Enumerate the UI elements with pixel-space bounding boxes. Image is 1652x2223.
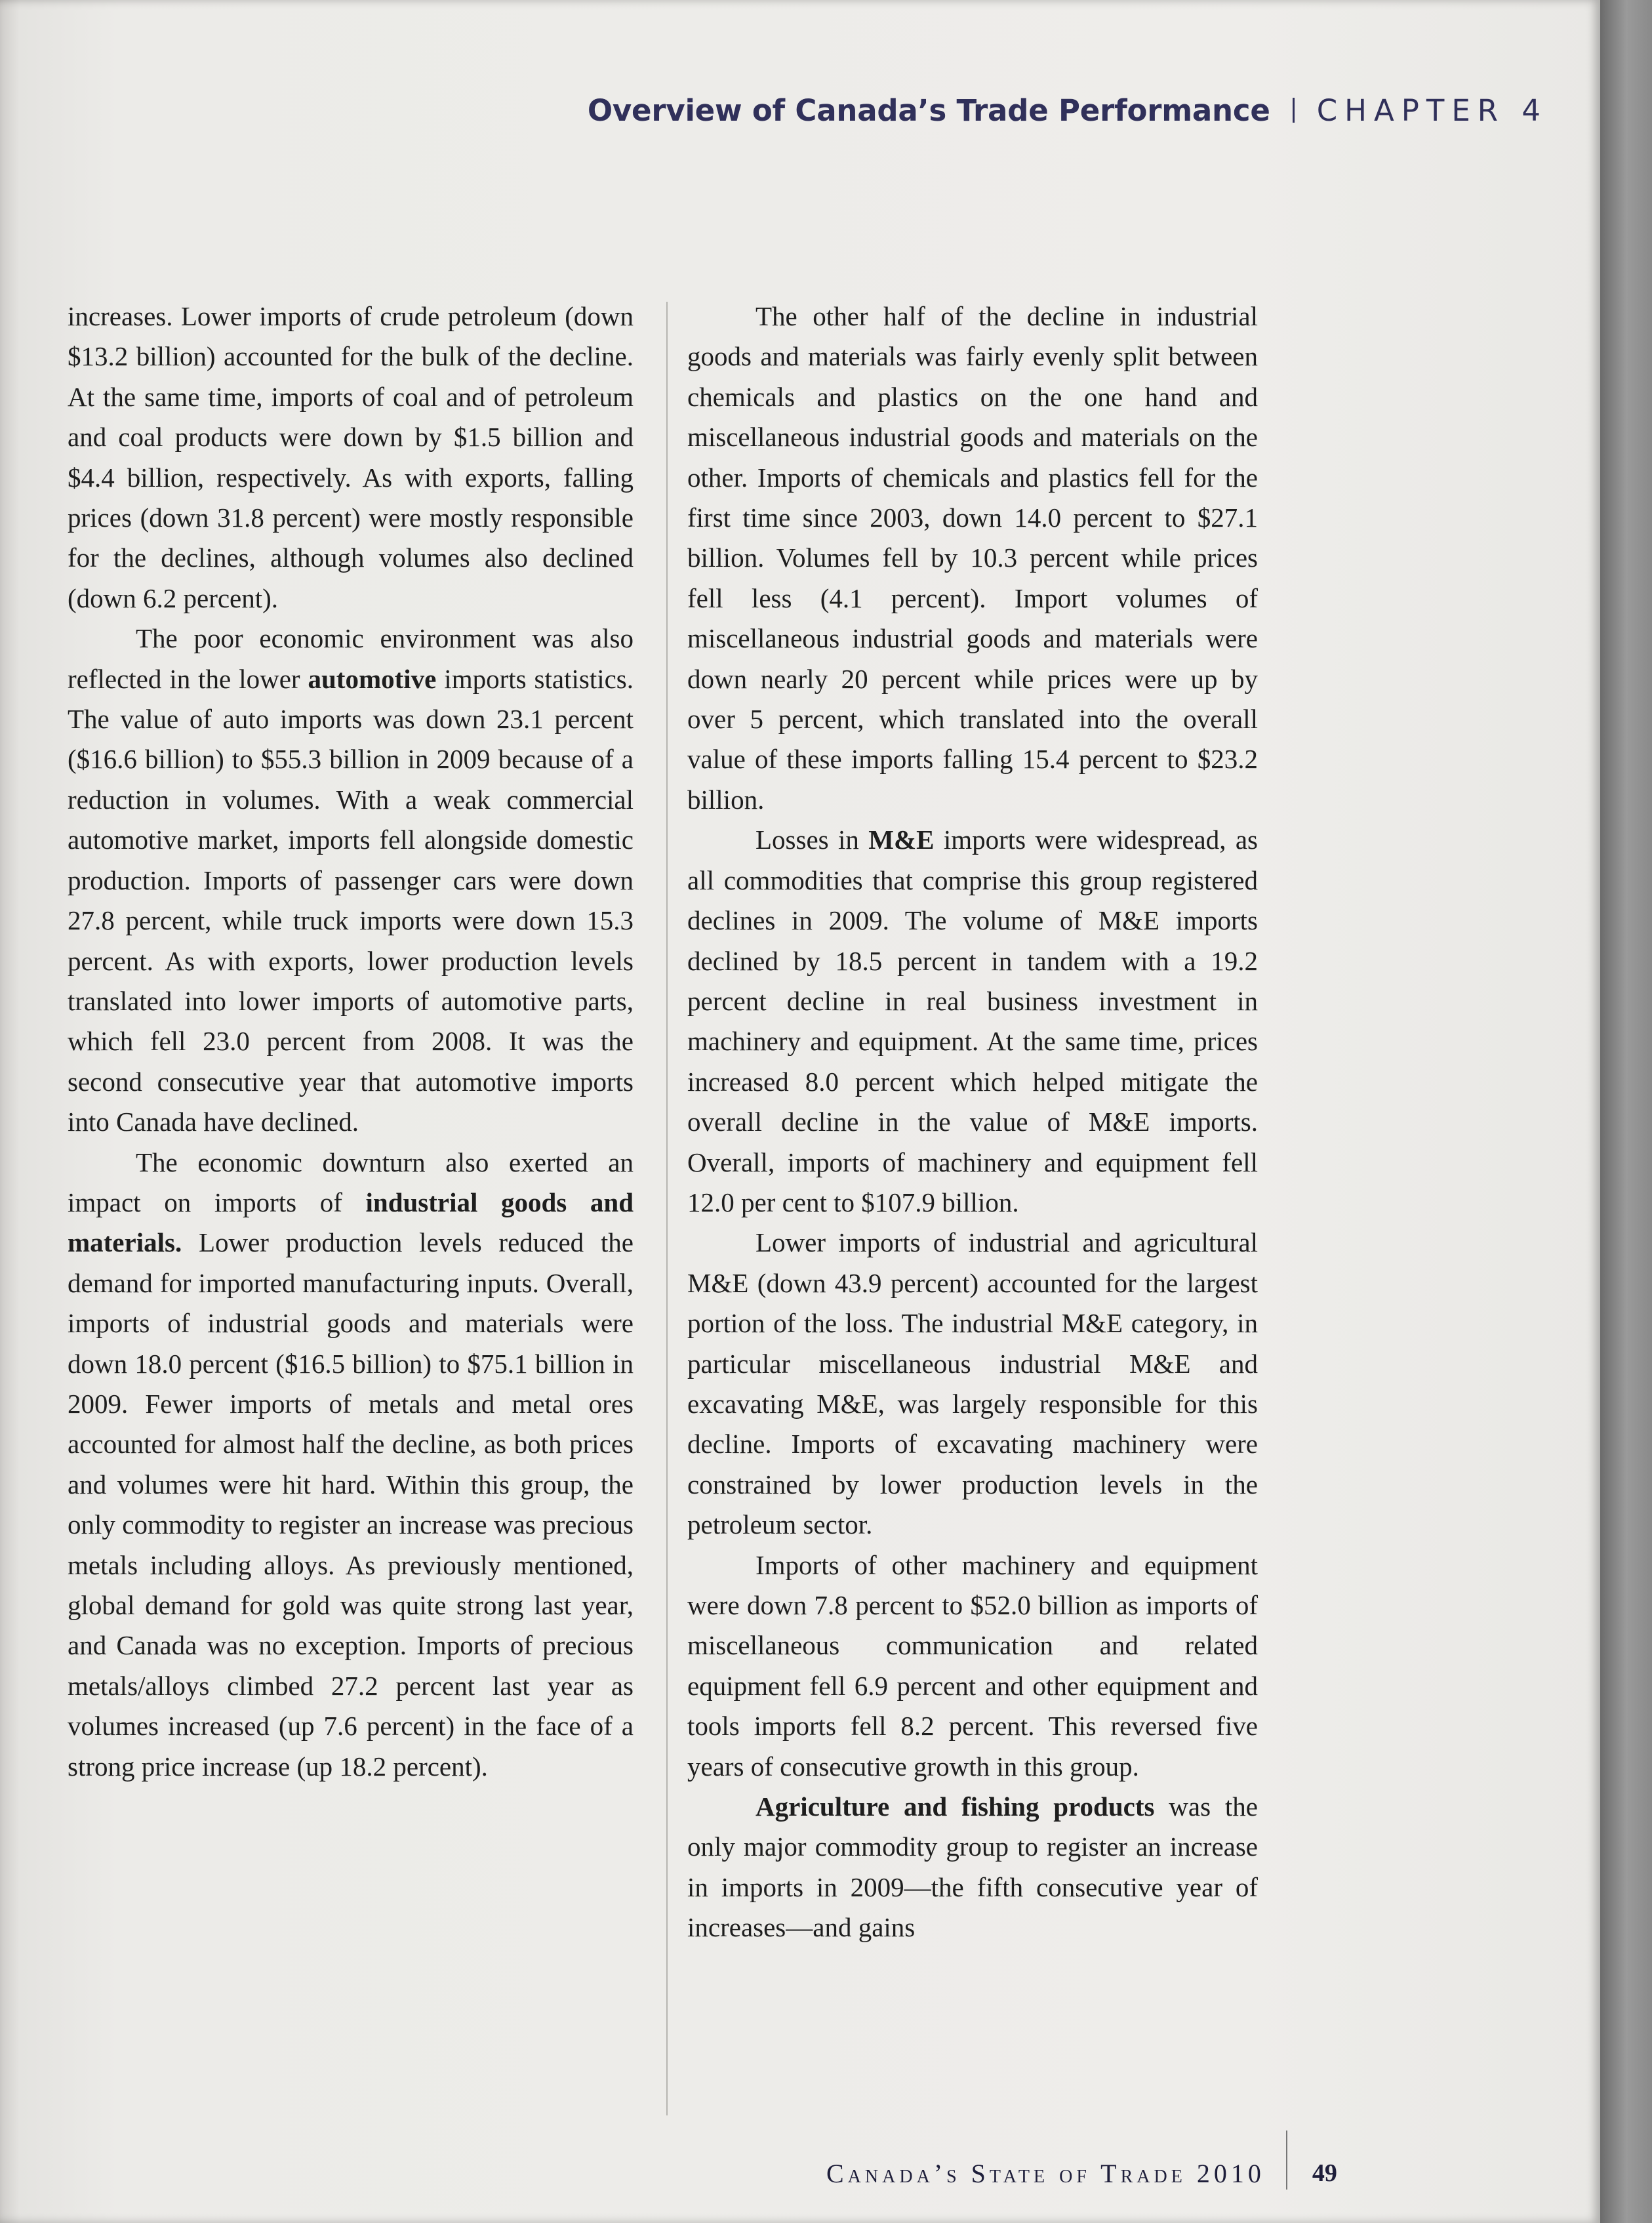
running-header bbox=[588, 84, 1548, 136]
right-paragraph-3: Lower imports of industrial and agricultural M&E (down 43.9 percent) accounted for the largest portion of the loss. The industrial M&E category, in particular miscellaneous industrial M&E and excavating M&E, was largely responsible for this decline. Imports of excavating machinery were constrained by lower production levels in the petroleum sector. bbox=[687, 1227, 1258, 1540]
right-paragraph-2-start: Losses in bbox=[755, 825, 869, 855]
left-paragraph-3-bold: industrial goods and materials. bbox=[68, 1187, 634, 1258]
left-paragraph-3-end: Lower production levels reduced the demand for imported manufacturing inputs. Overall, imports of industrial goods and materials were down 18.0 percent ($16.5 billion) to $75.1 billion in 2009. Fewer imports of metals and metal ores accounted for almost half the decline, as both prices and volumes were hit hard. Within this group, the only commodity to register an increase was precious metals including alloys. As previously mentioned, global demand for gold was quite strong last year, and Canada was no exception. Imports of precious metals/alloys climbed 27.2 percent last year as volumes increased (up 7.6 percent) in the face of a strong price increase (up 18.2 percent). bbox=[68, 1227, 634, 1782]
header-divider bbox=[1293, 98, 1295, 123]
right-paragraph-5 bbox=[687, 1787, 1258, 1948]
left-paragraph-2-bold: automotive bbox=[308, 663, 437, 694]
right-column bbox=[687, 296, 1258, 1948]
page-edge-shadow bbox=[1600, 0, 1652, 2223]
left-paragraph-1: increases. Lower imports of crude petroleum (down $13.2 billion) accounted for the bulk of the decline. At the same time, imports of coal and of petroleum and coal products were down by $1.5 billion and $4.4 billion, respectively. As with exports, falling prices (down 31.8 percent) were mostly responsible for the declines, although volumes also declined (down 6.2 percent). bbox=[68, 301, 634, 613]
left-column bbox=[68, 296, 634, 1787]
left-paragraph-2-start: The poor economic environment was also reflected in the lower bbox=[68, 623, 634, 694]
right-paragraph-2 bbox=[687, 820, 1258, 1223]
publication-title: Canada’s State of Trade 2010 bbox=[826, 2158, 1265, 2188]
chapter-label: CHAPTER 4 bbox=[1316, 92, 1548, 128]
footer-divider bbox=[1286, 2131, 1287, 2190]
left-paragraph-2-end: imports statistics. The value of auto imports was down 23.1 percent ($16.6 billion) to $55.3 billion in 2009 because of a reduction in volumes. With a weak commercial automotive market, imports fell alongside domestic production. Imports of passenger cars were down 27.8 percent, while truck imports were down 15.3 percent. As with exports, lower production levels translated into lower imports of automotive parts, which fell 23.0 percent from 2008. It was the second consecutive year that automotive imports into Canada have declined. bbox=[68, 663, 634, 1137]
page-number: 49 bbox=[1312, 2159, 1337, 2187]
left-paragraph-2 bbox=[68, 619, 634, 1142]
page-footer bbox=[826, 2153, 1351, 2193]
right-paragraph-5-bold: Agriculture and fishing products bbox=[755, 1791, 1155, 1822]
right-paragraph-2-end: imports were widespread, as all commodities that comprise this group registered declines in 2009. The volume of M&E imports declined by 18.5 percent in tandem with a 19.2 percent decline in real business investment in machinery and equipment. At the same time, prices increased 8.0 percent which helped mitigate the overall decline in the value of M&E imports. Overall, imports of machinery and equipment fell 12.0 per cent to $107.9 billion. bbox=[687, 825, 1258, 1217]
left-paragraph-3 bbox=[68, 1143, 634, 1787]
right-paragraph-2-bold: M&E bbox=[868, 825, 935, 855]
column-divider bbox=[666, 302, 668, 2115]
running-header-title: Overview of Canada’s Trade Performance bbox=[587, 92, 1270, 128]
left-paragraph-3-start: The economic downturn also exerted an impact on imports of bbox=[68, 1147, 634, 1217]
right-paragraph-1: The other half of the decline in industrial goods and materials was fairly evenly split between chemicals and plastics on the one hand and miscellaneous industrial goods and materials on the other. Imports of chemicals and plastics fell for the first time since 2003, down 14.0 percent to $27.1 billion. Volumes fell by 10.3 percent while prices fell less (4.1 percent). Import volumes of miscellaneous industrial goods and materials were down nearly 20 percent while prices were up by over 5 percent, which translated into the overall value of these imports falling 15.4 percent to $23.2 billion. bbox=[687, 301, 1258, 815]
right-paragraph-4: Imports of other machinery and equipment were down 7.8 percent to $52.0 billion as imports of miscellaneous communication and related equipment fell 6.9 percent and other equipment and tools imports fell 8.2 percent. This reversed five years of consecutive growth in this group. bbox=[687, 1549, 1258, 1782]
right-paragraph-5-end: was the only major commodity group to register an increase in imports in 2009—the fifth consecutive year of increases—and gains bbox=[687, 1791, 1258, 1943]
